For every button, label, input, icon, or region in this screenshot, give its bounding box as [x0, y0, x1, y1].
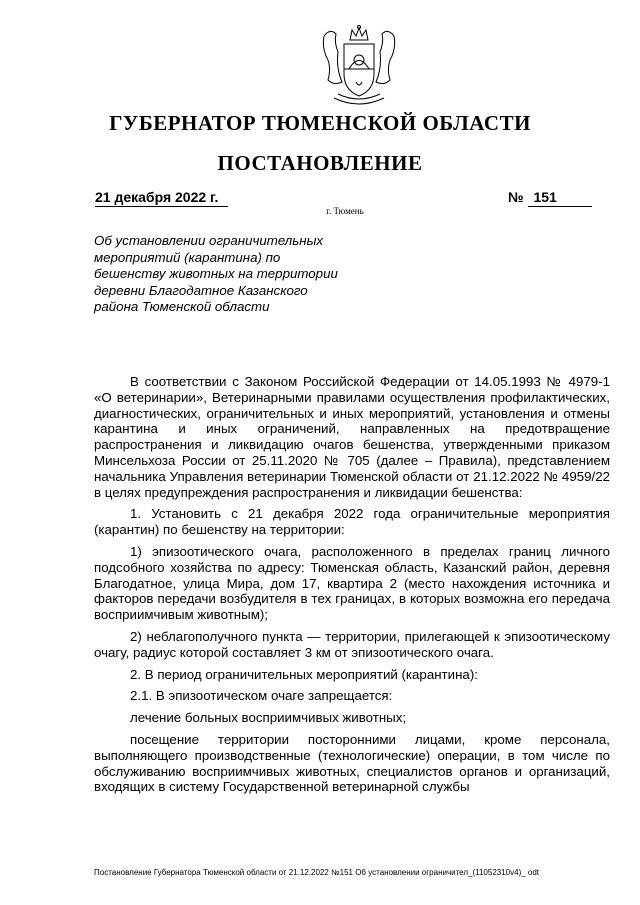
document-subject: Об установлении ограничительных мероприятий (карантина) по бешенству животных на территории деревни Благодатное Казанского района Тюменской области	[94, 233, 338, 314]
paragraph: 2.1. В эпизоотическом очаге запрещается:	[130, 688, 393, 704]
document-number	[508, 189, 604, 207]
coat-of-arms-icon	[314, 22, 404, 112]
paragraph: 1) эпизоотического очага, расположенного в пределах границ личного подсобного хозяйства по адресу: Тюменская область, Казанский район, деревня Благодатное, улица Мира, дом 17, квартира 2 (место нахождения источника и факторов передачи возбудителя в тех границах, в которых возможна его передача восприимчивым животным);	[94, 543, 610, 623]
paragraph: 2) неблагополучного пункта — территории, прилегающей к эпизоотическому очагу, радиус которой составляет 3 км от эпизоотического очага.	[94, 628, 610, 660]
paragraph: лечение больных восприимчивых животных;	[130, 710, 407, 726]
paragraph: 1. Установить с 21 декабря 2022 года ограничительные мероприятия (карантин) по бешенству на территории:	[94, 506, 610, 538]
number-prefix: №	[508, 189, 524, 205]
paragraph: 2. В период ограничительных мероприятий (карантина):	[130, 666, 478, 682]
paragraph: В соответствии с Законом Российской Федерации от 14.05.1993 № 4979-1 «О ветеринарии», Ветеринарными правилами осуществления профилактических, диагностических, ограничительных и иных мероприятий, установления и отмены карантина и иных ограничений, направленных на предотвращение распространения и ликвидацию очагов бешенства, утвержденными приказом Минсельхоза России от 25.11.2020 № 705 (далее – Правила), представлением начальника Управления ветеринарии Тюменской области от 21.12.2022 № 4959/22 в целях предупреждения распространения и ликвидации бешенства:	[94, 374, 610, 500]
page-footer: Постановление Губернатора Тюменской области от 21.12.2022 №151 Об установлении ограничител_(11052310v4)_ odt	[94, 868, 540, 877]
document-body	[94, 374, 610, 801]
authority-title: ГУБЕРНАТОР ТЮМЕНСКОЙ ОБЛАСТИ	[109, 111, 531, 135]
city-label: г. Тюмень	[326, 206, 364, 216]
document-type-title: ПОСТАНОВЛЕНИЕ	[217, 151, 423, 175]
number-value: 151	[528, 189, 592, 207]
document-date: 21 декабря 2022 г.	[95, 189, 228, 207]
paragraph: посещение территории посторонними лицами, кроме персонала, выполняющего производственные (технологические) операции, в том числе по обслуживанию восприимчивых животных, специалистов органов и организаций, входящих в систему Государственной ветеринарной службы	[94, 731, 610, 795]
